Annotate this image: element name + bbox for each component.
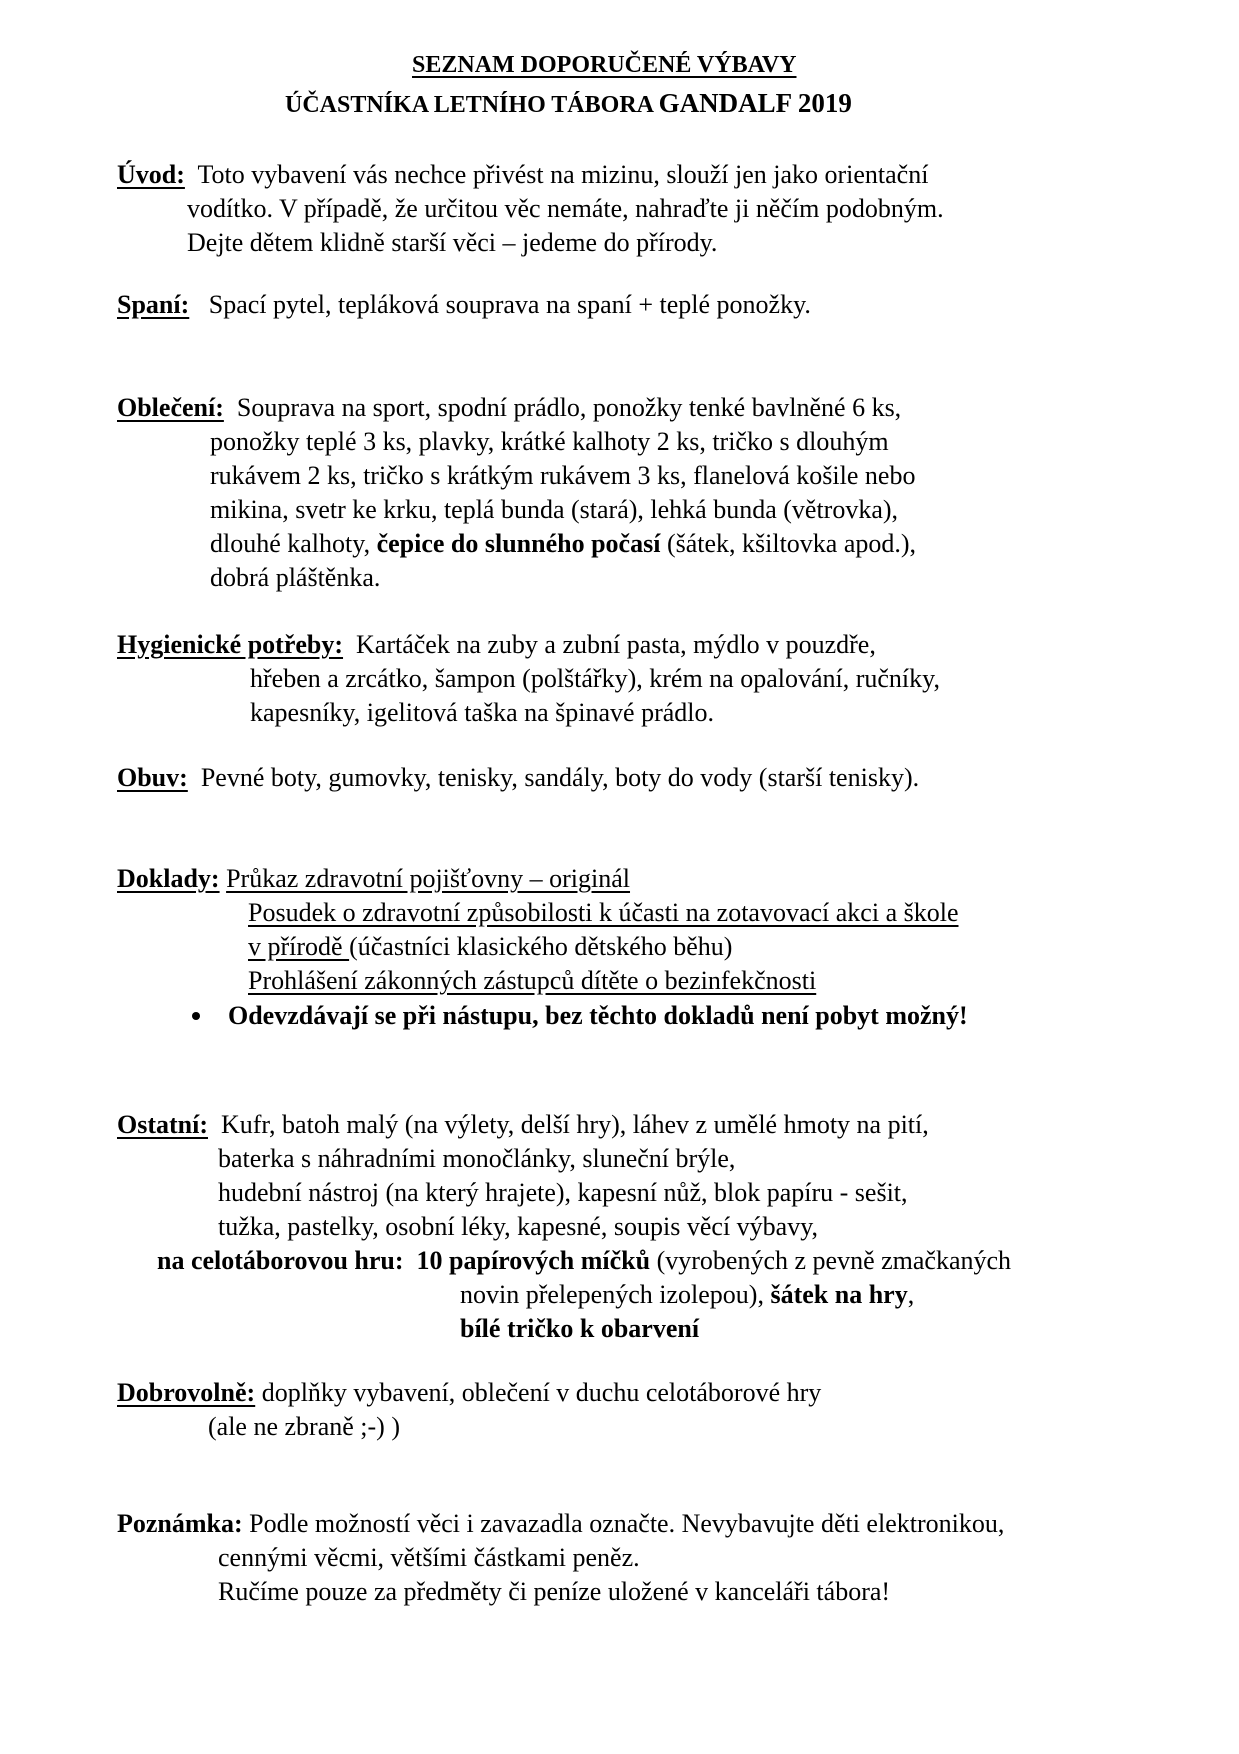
section-poznamka xyxy=(117,1509,1004,1539)
doklady-bullet xyxy=(192,1001,968,1031)
title-line-1: SEZNAM DOPORUČENÉ VÝBAVY xyxy=(412,52,797,78)
obleceni-line: rukávem 2 ks, tričko s krátkým rukávem 3 ks, flanelová košile nebo xyxy=(210,461,916,490)
obleceni-line-5 xyxy=(210,529,916,559)
ostatni-game-label: na celotáborovou hru: xyxy=(157,1246,404,1275)
ostatni-line: tužka, pastelky, osobní léky, kapesné, soupis věcí výbavy, xyxy=(218,1212,819,1241)
obleceni-line: ponožky teplé 3 ks, plavky, krátké kalhoty 2 ks, tričko s dlouhým xyxy=(210,427,889,456)
section-label-hygiena: Hygienické potřeby: xyxy=(117,630,344,659)
hygiena-line: hřeben a zrcátko, šampon (polštářky), krém na opalování, ručníky, xyxy=(250,664,940,693)
dobrovolne-text: doplňky vybavení, oblečení v duchu celotáborové hry xyxy=(261,1378,822,1407)
ostatni-game-line-2-pre: novin přelepených izolepou), xyxy=(460,1280,771,1309)
section-label-doklady: Doklady: xyxy=(117,864,220,893)
section-label-obleceni: Oblečení: xyxy=(117,393,224,422)
title-line-2-prefix: ÚČASTNÍKA LETNÍHO TÁBORA xyxy=(285,92,659,118)
doklady-bullet-text: Odevzdávají se při nástupu, bez těchto dokladů není pobyt možný! xyxy=(228,1001,968,1030)
section-dobrovolne xyxy=(117,1378,821,1408)
obleceni-line-5-pre: dlouhé kalhoty, xyxy=(210,529,377,558)
section-obuv xyxy=(117,763,919,793)
doklady-item-line3-rest: (účastníci klasického dětského běhu) xyxy=(349,932,733,961)
ostatni-game-line-2 xyxy=(460,1280,914,1310)
section-label-ostatni: Ostatní: xyxy=(117,1110,208,1139)
ostatni-line: Kufr, batoh malý (na výlety, delší hry), láhev z umělé hmoty na pití, xyxy=(221,1110,929,1139)
ostatni-game-line-2-post: , xyxy=(907,1280,915,1309)
section-hygiena xyxy=(117,630,876,660)
section-label-spani: Spaní: xyxy=(117,290,190,319)
section-label-obuv: Obuv: xyxy=(117,763,188,792)
section-doklady xyxy=(117,864,630,894)
section-label-uvod: Úvod: xyxy=(117,160,185,189)
hygiena-line: kapesníky, igelitová taška na špinavé prádlo. xyxy=(250,698,715,727)
section-label-dobrovolne: Dobrovolně: xyxy=(117,1378,256,1407)
ostatni-game-bold: 10 papírových míčků xyxy=(416,1246,651,1275)
poznamka-line: cennými věcmi, většími částkami peněz. xyxy=(218,1543,640,1572)
spani-text: Spací pytel, tepláková souprava na spaní + teplé ponožky. xyxy=(208,290,811,319)
ostatni-line: baterka s náhradními monočlánky, sluneční brýle, xyxy=(218,1144,736,1173)
title-line-2 xyxy=(285,88,852,120)
uvod-line: Dejte dětem klidně starší věci – jedeme do přírody. xyxy=(187,228,718,257)
obleceni-line-5-post: (šátek, kšiltovka apod.), xyxy=(660,529,917,558)
poznamka-line: Ručíme pouze za předměty či peníze uložené v kanceláři tábora! xyxy=(218,1577,891,1606)
obuv-text: Pevné boty, gumovky, tenisky, sandály, boty do vody (starší tenisky). xyxy=(200,763,920,792)
obleceni-cap-highlight: čepice do slunného počasí xyxy=(376,529,661,558)
doklady-item-line3-u: v přírodě xyxy=(248,932,350,961)
dobrovolne-line-2: (ale ne zbraně ;-) ) xyxy=(208,1412,400,1441)
ostatni-game-scarf: šátek na hry xyxy=(770,1280,908,1309)
section-uvod xyxy=(117,160,928,190)
uvod-line: vodítko. V případě, že určitou věc nemáte, nahraďte ji něčím podobným. xyxy=(187,194,944,223)
doklady-item: Průkaz zdravotní pojišťovny – originál xyxy=(226,864,631,893)
section-ostatni xyxy=(117,1110,929,1140)
bullet-icon xyxy=(192,1012,200,1020)
obleceni-line: dobrá pláštěnka. xyxy=(210,563,381,592)
poznamka-line: Podle možností věci i zavazadla označte. Nevybavujte děti elektronikou, xyxy=(249,1509,1005,1538)
doklady-item: Posudek o zdravotní způsobilosti k účasti na zotavovací akci a škole xyxy=(248,898,959,927)
section-obleceni xyxy=(117,393,901,423)
ostatni-game-line-3: bílé tričko k obarvení xyxy=(460,1314,700,1343)
ostatni-game-rest: (vyrobených z pevně zmačkaných xyxy=(650,1246,1012,1275)
doklady-item-line3 xyxy=(248,932,732,962)
section-label-poznamka: Poznámka: xyxy=(117,1509,243,1538)
doklady-item: Prohlášení zákonných zástupců dítěte o bezinfekčnosti xyxy=(248,966,817,995)
obleceni-line: mikina, svetr ke krku, teplá bunda (stará), lehká bunda (větrovka), xyxy=(210,495,899,524)
ostatni-game-line-1 xyxy=(157,1246,1011,1276)
hygiena-line: Kartáček na zuby a zubní pasta, mýdlo v pouzdře, xyxy=(356,630,876,659)
camp-name: GANDALF 2019 xyxy=(658,88,852,118)
section-spani xyxy=(117,290,811,320)
ostatni-line: hudební nástroj (na který hrajete), kapesní nůž, blok papíru - sešit, xyxy=(218,1178,908,1207)
uvod-line: Toto vybavení vás nechce přivést na mizinu, slouží jen jako orientační xyxy=(197,160,929,189)
obleceni-line: Souprava na sport, spodní prádlo, ponožky tenké bavlněné 6 ks, xyxy=(236,393,902,422)
